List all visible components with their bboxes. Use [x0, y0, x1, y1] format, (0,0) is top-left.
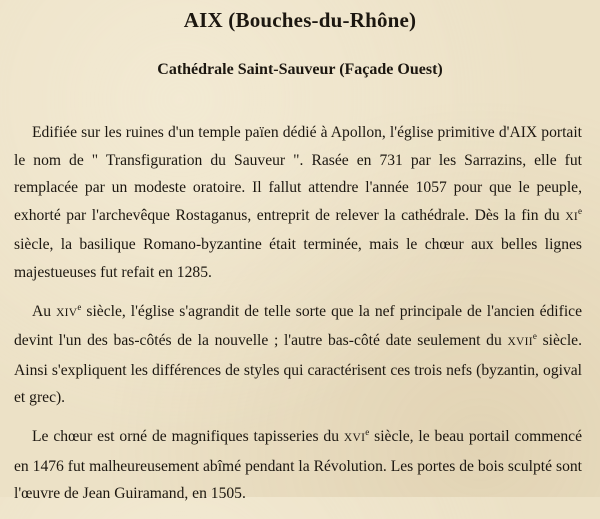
paragraph-text: siècle, le beau portail commencé en 1476 fut malheureusement abîmé pendant la Révolution. Les portes de bois sculpté sont l'œuvre de Jean Guiramand, en 1505.	[14, 427, 582, 503]
paragraph-expansion	[14, 298, 582, 412]
century-numeral: XIV	[56, 306, 78, 319]
century-numeral: XVII	[507, 336, 533, 349]
paragraph-text: Edifiée sur les ruines d'un temple païen dédié à Apollon, l'église primitive d'AIX portait le nom de " Transfiguration du Sauveur ". Rasée en 731 par les Sarrazins, elle fut remplacée par un modeste oratoire. Il fallut attendre l'année 1057 pour que le peuple, exhorté par l'archevêque Rostaganus, entreprit de relever la cathédrale. Dès la fin du	[14, 124, 582, 224]
paragraph-text: siècle, l'église s'agrandit de telle sorte que la nef principale de l'ancien édifice devint l'un des bas-côtés de la nouvelle ; l'autre bas-côté date seulement du	[14, 302, 583, 350]
page-subtitle: Cathédrale Saint-Sauveur (Façade Ouest)	[157, 61, 443, 78]
paragraph-choir	[14, 423, 582, 508]
document-body	[14, 119, 582, 519]
century-numeral: XVI	[343, 431, 366, 444]
century-superscript: e	[578, 205, 582, 216]
paragraph-text: Au	[32, 302, 57, 320]
paragraph-text: siècle, la basilique Romano-byzantine était terminée, mais le chœur aux belles lignes majestueuses fut refait en 1285.	[14, 236, 582, 281]
page-title: AIX (Bouches-du-Rhône)	[183, 8, 417, 32]
century-superscript: e	[77, 301, 82, 312]
century-superscript: e	[532, 331, 537, 342]
century-superscript: e	[365, 426, 370, 437]
paragraph-history	[14, 119, 582, 287]
paragraph-text: siècle. Ainsi s'expliquent les différences de styles qui caractérisent ces trois nefs (byzantin, ogival et grec).	[14, 332, 582, 407]
century-numeral: XI	[565, 210, 578, 223]
paragraph-text: Le chœur est orné de magnifiques tapisseries du	[32, 427, 344, 445]
